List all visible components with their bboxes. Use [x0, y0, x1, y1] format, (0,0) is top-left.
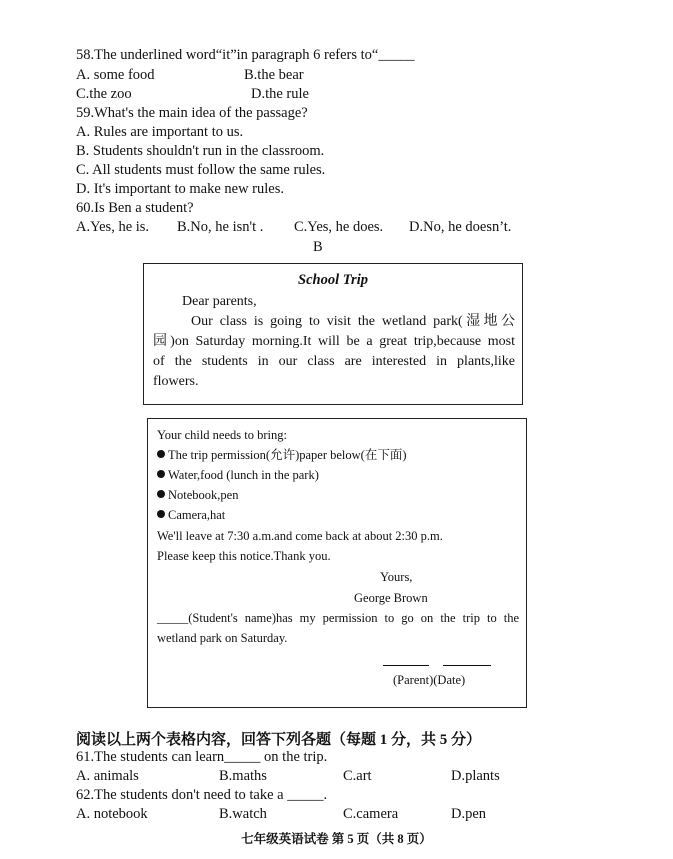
- section-letter: B: [313, 239, 323, 255]
- q58-option-c: C.the zoo: [76, 86, 132, 102]
- bullet-icon: [157, 490, 165, 498]
- parent-date-label: (Parent)(Date): [393, 673, 466, 687]
- letter-line-1: Our class is going to visit the wetland park(湿地公: [191, 314, 515, 329]
- q61-option-c: C.art: [343, 768, 372, 784]
- school-trip-letter-box: [143, 263, 523, 405]
- q62-option-c: C.camera: [343, 806, 399, 822]
- q59-option-c: C. All students must follow the same rules.: [76, 162, 326, 178]
- permission-line-1: _____(Student's name)has my permission to go on the trip to the: [157, 611, 519, 625]
- needs-heading: Your child needs to bring:: [157, 428, 287, 442]
- needs-item: Water,food (lunch in the park): [157, 467, 319, 483]
- q60-option-d: D.No, he doesn’t.: [409, 219, 512, 235]
- permission-line-2: wetland park on Saturday.: [157, 631, 288, 645]
- q58-option-a: A. some food: [76, 67, 155, 83]
- q60-option-b: B.No, he isn't .: [177, 219, 264, 235]
- q60-stem: 60.Is Ben a student?: [76, 200, 194, 216]
- notice-permission-box: [147, 418, 527, 708]
- needs-item: Camera,hat: [157, 507, 225, 523]
- q59-stem: 59.What's the main idea of the passage?: [76, 105, 308, 121]
- parent-signature-line: [383, 665, 429, 666]
- q61-option-d: D.plants: [451, 768, 500, 784]
- keep-notice-text: Please keep this notice.Thank you.: [157, 549, 331, 563]
- q59-option-b: B. Students shouldn't run in the classroom.: [76, 143, 325, 159]
- leave-time-text: We'll leave at 7:30 a.m.and come back at about 2:30 p.m.: [157, 529, 443, 543]
- q58-stem: 58.The underlined word“it”in paragraph 6 refers to“_____: [76, 47, 415, 63]
- closing-yours: Yours,: [380, 570, 413, 584]
- q62-option-d: D.pen: [451, 806, 487, 822]
- q59-option-d: D. It's important to make new rules.: [76, 181, 284, 197]
- q61-stem: 61.The students can learn_____ on the trip.: [76, 749, 328, 765]
- letter-line-2: 园)on Saturday morning.It will be a great trip,because most: [153, 334, 515, 349]
- q62-stem: 62.The students don't need to take a _____.: [76, 787, 328, 803]
- q62-option-b: B.watch: [219, 806, 267, 822]
- section-instructions: 阅读以上两个表格内容，回答下列各题（每题 1 分，共 5 分）: [76, 732, 482, 748]
- bullet-icon: [157, 450, 165, 458]
- bullet-icon: [157, 470, 165, 478]
- bullet-icon: [157, 510, 165, 518]
- needs-item: The trip permission(允许)paper below(在下面): [157, 447, 406, 463]
- q60-option-a: A.Yes, he is.: [76, 219, 150, 235]
- q58-option-b: B.the bear: [244, 67, 304, 83]
- signer-name: George Brown: [354, 591, 428, 605]
- page-footer: 七年级英语试卷 第 5 页（共 8 页）: [241, 832, 432, 846]
- q62-option-a: A. notebook: [76, 806, 148, 822]
- letter-line-3: of the students in our class are interested in plants,like: [153, 354, 515, 369]
- q58-option-d: D.the rule: [251, 86, 309, 102]
- letter-title: School Trip: [298, 272, 368, 288]
- letter-line-4: flowers.: [153, 374, 199, 389]
- q59-option-a: A. Rules are important to us.: [76, 124, 244, 140]
- q61-option-a: A. animals: [76, 768, 139, 784]
- q60-option-c: C.Yes, he does.: [294, 219, 384, 235]
- letter-greeting: Dear parents,: [182, 294, 257, 309]
- needs-item: Notebook,pen: [157, 487, 238, 503]
- q61-option-b: B.maths: [219, 768, 267, 784]
- date-line: [443, 665, 491, 666]
